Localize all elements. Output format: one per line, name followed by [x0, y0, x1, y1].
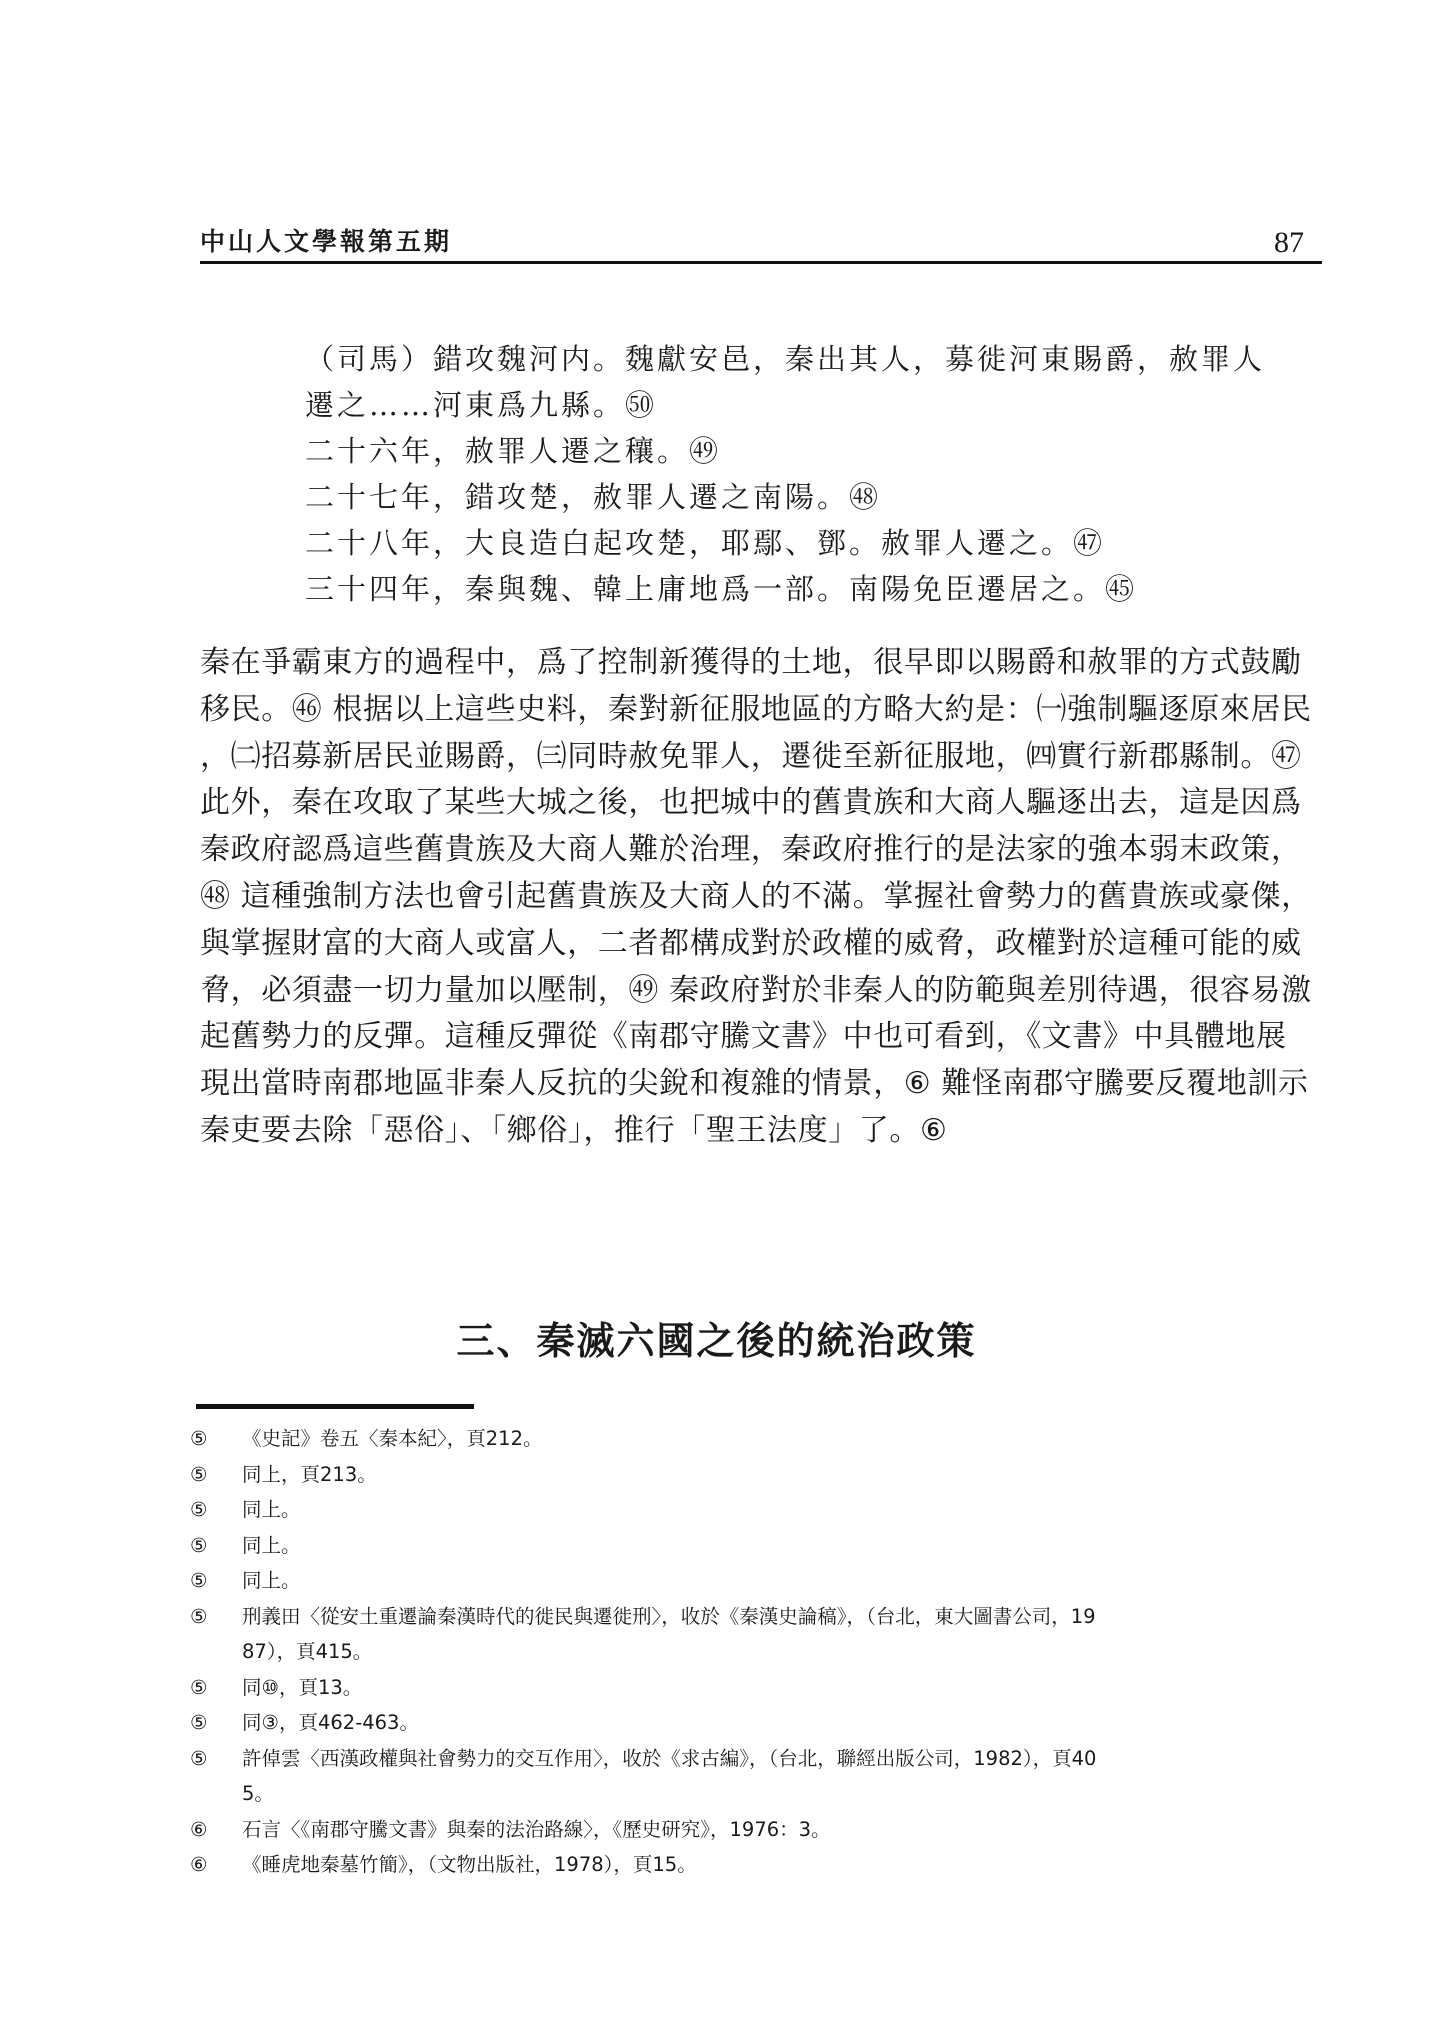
footnote-mark: ⑤: [190, 1711, 208, 1734]
footnote-mark: ⑤: [190, 1498, 208, 1521]
footnote: [190, 1421, 1330, 1457]
journal-title: 中山人文學報第五期: [200, 227, 453, 256]
footnote: [190, 1563, 1330, 1599]
body-line: 秦在爭霸東方的過程中，爲了控制新獲得的土地，很早即以賜爵和赦罪的方式鼓勵: [200, 645, 1302, 680]
footnote-text-continued: 5。: [242, 1782, 274, 1805]
footnote: [190, 1741, 1330, 1812]
body-line: ，㈡招募新居民並賜爵，㈢同時赦免罪人，遷徙至新征服地，㈣實行新郡縣制。㊼: [200, 738, 1302, 774]
footnote-mark: ⑤: [190, 1427, 208, 1450]
footnote-mark: ⑤: [190, 1533, 208, 1557]
footnote: [190, 1457, 1330, 1493]
quote-line: 二十七年，錯攻楚，赦罪人遷之南陽。㊽: [305, 480, 882, 514]
footnote: [190, 1670, 1330, 1706]
page-number: 87: [1274, 226, 1304, 259]
footnote: [190, 1528, 1330, 1564]
footnote-mark: ⑤: [190, 1462, 208, 1486]
body-line: 秦政府認爲這些舊貴族及大商人難於治理，秦政府推行的是法家的強本弱末政策，: [200, 832, 1302, 868]
footnote-text: 同上。: [242, 1533, 301, 1557]
footnote-text: 《睡虎地秦墓竹簡》，（文物出版社，1978），頁15。: [242, 1853, 697, 1876]
quote-line: 三十四年，秦與魏、韓上庸地爲一部。南陽免臣遷居之。㊺: [305, 572, 1138, 606]
footnotes: [190, 1421, 1330, 1883]
footnote: [190, 1705, 1330, 1741]
footnote: [190, 1812, 1330, 1848]
body-paragraph: [200, 640, 1325, 1155]
body-line: 脅，必須盡一切力量加以壓制，㊾ 秦政府對於非秦人的防範與差別待遇，很容易激: [200, 972, 1312, 1008]
body-line: ㊽ 這種強制方法也會引起舊貴族及大商人的不滿。掌握社會勢力的舊貴族或豪傑，: [200, 878, 1312, 914]
body-line: 與掌握財富的大商人或富人，二者都構成對於政權的威脅，政權對於這種可能的威: [200, 925, 1302, 961]
quote-line: （司馬）錯攻魏河内。魏獻安邑，秦出其人，募徙河東賜爵，赦罪人: [305, 342, 1266, 376]
footnote: [190, 1599, 1330, 1670]
footnote-text: 同上，頁213。: [242, 1462, 377, 1486]
body-line: 現出當時南郡地區非秦人反抗的尖銳和複雜的情景，⑥ 難怪南郡守騰要反覆地訓示: [200, 1066, 1309, 1102]
body-line: 起舊勢力的反彈。這種反彈從《南郡守騰文書》中也可看到，《文書》中具體地展: [200, 1019, 1287, 1055]
quote-line: 二十六年，赦罪人遷之穰。㊾: [305, 434, 722, 468]
footnote-text: 同上。: [242, 1569, 301, 1592]
footnote: [190, 1847, 1330, 1883]
footnote-text: 許倬雲〈西漢政權與社會勢力的交互作用〉，收於《求古編》，（台北，聯經出版公司，1982），頁40: [242, 1746, 1097, 1770]
footnote-mark: ⑤: [190, 1675, 208, 1699]
footnote-mark: ⑤: [190, 1604, 208, 1628]
footnote-mark: ⑤: [190, 1569, 208, 1592]
footnote-text: 《史記》卷五〈秦本紀〉，頁212。: [242, 1427, 543, 1450]
running-header: [200, 212, 1322, 262]
footnote-text: 同⑩，頁13。: [242, 1675, 363, 1699]
footnote: [190, 1492, 1330, 1528]
footnote-text: 刑義田〈從安土重遷論秦漢時代的徙民與遷徙刑〉，收於《秦漢史論稿》，（台北，東大圖書公司，19: [242, 1604, 1096, 1628]
body-line: 秦吏要去除「惡俗」、「鄉俗」，推行「聖王法度」了。⑥: [200, 1112, 948, 1148]
footnote-text: 石言〈《南郡守騰文書》與秦的法治路線〉，《歷史研究》，1976：3。: [242, 1817, 831, 1841]
footnote-rule: [196, 1404, 474, 1409]
footnote-text: 同③，頁462-463。: [242, 1711, 419, 1734]
quote-line: 遷之……河東爲九縣。㊿: [305, 388, 658, 422]
footnote-text: 同上。: [242, 1498, 301, 1521]
footnote-mark: ⑥: [190, 1853, 208, 1876]
footnote-mark: ⑥: [190, 1817, 208, 1841]
quote-line: 二十八年，大良造白起攻楚，耶鄢、鄧。赦罪人遷之。㊼: [305, 526, 1106, 560]
section-heading: 三、秦滅六國之後的統治政策: [456, 1319, 977, 1363]
header-rule: [200, 261, 1322, 264]
body-line: 移民。㊻ 根据以上這些史料，秦對新征服地區的方略大約是：㈠強制驅逐原來居民: [200, 691, 1312, 727]
body-line: 此外，秦在攻取了某些大城之後，也把城中的舊貴族和大商人驅逐出去，這是因爲: [200, 785, 1302, 821]
block-quote: [305, 336, 1325, 612]
footnote-text-continued: 87），頁415。: [242, 1640, 373, 1663]
footnote-mark: ⑤: [190, 1746, 208, 1770]
